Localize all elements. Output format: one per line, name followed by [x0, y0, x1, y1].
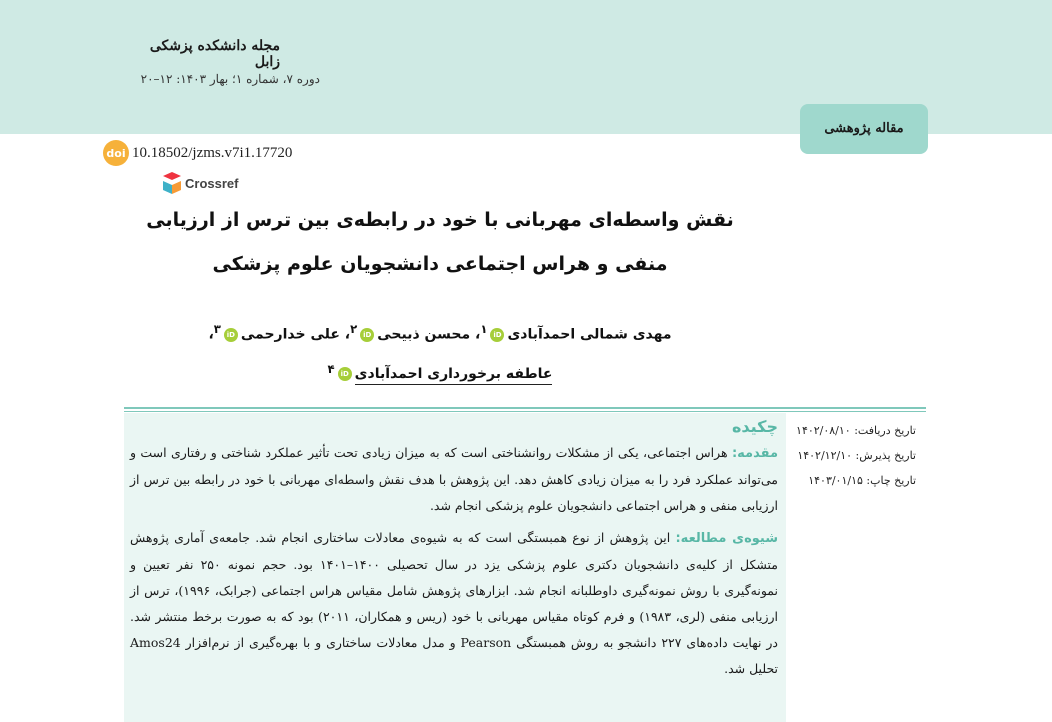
author-affiliation: ۴	[327, 361, 335, 376]
doi-text[interactable]: 10.18502/jzms.v7i1.17720	[132, 144, 293, 161]
crossref-label: Crossref	[185, 175, 239, 191]
abstract-intro	[130, 440, 778, 519]
crossref-logo-icon	[163, 172, 181, 194]
orcid-icon[interactable]: iD	[224, 328, 238, 342]
author-name: علی خدارحمی	[240, 326, 340, 343]
method-text: این پژوهش از نوع همبستگی است که به شیوه‌ی معادلات ساختاری انجام شد. جامعه‌ی آماری پژوهش متشکل از کلیه‌ی دانشجویان دکتری علوم پزشکی یزد در سال تحصیلی ۱۴۰۰–۱۴۰۱ بود. حجم نمونه ۲۵۰ نفر تعیین و نمونه‌گیری با روش نمونه‌گیری داوطلبانه انجام شد. ابزارهای پژوهش شامل مقیاس هراس اجتماعی (جرابک، ۱۹۹۶)، ترس از ارزیابی منفی (لری، ۱۹۸۳) و فرم کوتاه مقیاس مهربانی با خود (ریس و همکاران، ۲۰۱۱) بود که به صورت برخط منتشر شد. در نهایت داده‌های ۲۲۷ دانشجو به روش همبستگی Pearson و مدل معادلات ساختاری و با بهره‌گیری از نرم‌افزار Amos24 تحلیل شد.	[130, 530, 778, 676]
method-label: شیوه‌ی مطالعه:	[675, 531, 778, 546]
article-title: نقش واسطه‌ای مهربانی با خود در رابطه‌ی بین ترس از ارزیابی منفی و هراس اجتماعی دانشجویان علوم پزشکی	[146, 209, 734, 275]
orcid-icon[interactable]: iD	[338, 367, 352, 381]
section-divider	[124, 407, 926, 409]
article-dates	[786, 418, 916, 493]
doi-icon: doi	[103, 140, 129, 166]
author-name: محسن ذبیحی	[377, 326, 471, 343]
author-list: مهدی شمالی احمدآبادیiD$^۱$، محسن ذبیحیiD$^۲$، علی خدارحمیiD$^۳$، عاطفه برخورداری احمدآبادیiD$^۴$	[180, 312, 700, 391]
intro-text: هراس اجتماعی، یکی از مشکلات روانشناختی است که به میزان زیادی تحت تأثیر عملکرد شناختی و رفتاری است و می‌تواند عملکرد فرد را به میزان زیادی کاهش دهد. این پژوهش با هدف نقش واسطه‌ای مهربانی با خود در رابطه بین ترس از ارزیابی منفی و هراس اجتماعی دانشجویان علوم پزشکی انجام شد.	[130, 445, 778, 513]
abstract-heading: چکیده	[731, 417, 778, 436]
section-divider	[124, 411, 926, 412]
orcid-icon[interactable]: iD	[360, 328, 374, 342]
date-accepted: تاریخ پذیرش: ۱۴۰۲/۱۲/۱۰	[797, 449, 916, 462]
doi-link[interactable]	[103, 140, 292, 166]
intro-label: مقدمه:	[731, 446, 778, 461]
author-affiliation: ۲	[350, 322, 358, 336]
article-type-badge: مقاله پژوهشی	[800, 104, 928, 154]
date-published: تاریخ چاپ: ۱۴۰۳/۰۱/۱۵	[808, 474, 916, 487]
journal-name: مجله دانشکده پزشکی زابل	[149, 38, 280, 70]
abstract	[130, 414, 778, 682]
crossref-badge[interactable]	[163, 170, 238, 196]
author-name: مهدی شمالی احمدآبادی	[507, 326, 672, 343]
journal-issue: دوره ۷، شماره ۱؛ بهار ۱۴۰۳: ۱۲–۲۰	[140, 72, 320, 86]
author-name-underlined	[355, 366, 553, 385]
date-received: تاریخ دریافت: ۱۴۰۲/۰۸/۱۰	[796, 424, 916, 437]
author-name: عاطفه برخورداری احمدآبادی	[354, 366, 553, 383]
abstract-method	[130, 525, 778, 682]
author-affiliation: ۱	[480, 322, 488, 336]
orcid-icon[interactable]: iD	[490, 328, 504, 342]
author-affiliation: ۳	[213, 322, 221, 336]
